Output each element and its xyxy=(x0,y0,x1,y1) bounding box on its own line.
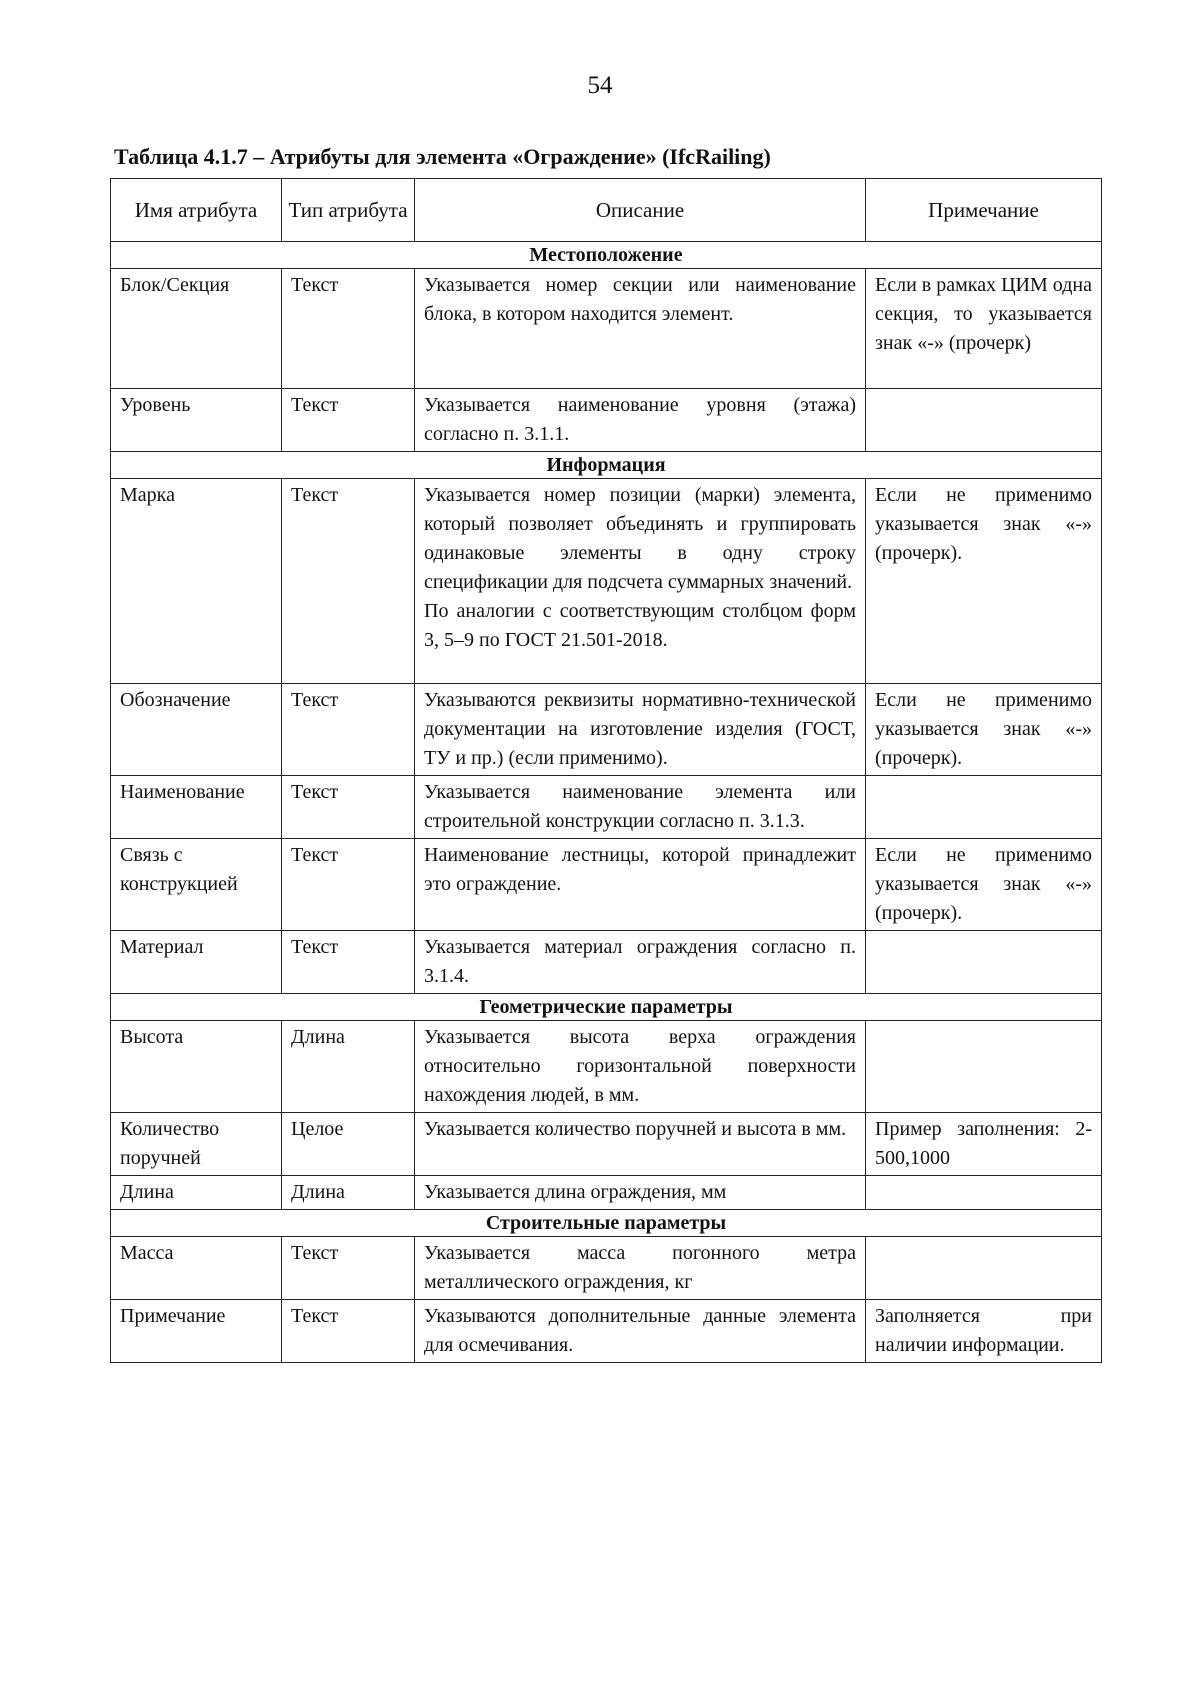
attr-name: Высота xyxy=(111,1021,282,1113)
attributes-table xyxy=(110,178,1102,1363)
attr-description: Указывается масса погонного метра металлического ограждения, кг xyxy=(415,1237,866,1300)
table-row xyxy=(111,839,1102,931)
attr-description: Указывается длина ограждения, мм xyxy=(415,1176,866,1210)
section-row xyxy=(111,452,1102,479)
attr-type: Текст xyxy=(282,931,415,994)
attr-note: Если не применимо указывается знак «-» (прочерк). xyxy=(866,839,1102,931)
attr-note xyxy=(866,1021,1102,1113)
table-row xyxy=(111,1300,1102,1363)
attr-description: Указывается материал ограждения согласно п. 3.1.4. xyxy=(415,931,866,994)
table-row xyxy=(111,776,1102,839)
attr-name: Материал xyxy=(111,931,282,994)
section-row xyxy=(111,1210,1102,1237)
section-title: Геометрические параметры xyxy=(111,994,1102,1021)
attr-type: Текст xyxy=(282,684,415,776)
attr-description: Указывается наименование уровня (этажа) согласно п. 3.1.1. xyxy=(415,389,866,452)
attr-name: Наименование xyxy=(111,776,282,839)
page-number: 54 xyxy=(587,72,613,99)
attr-note: Заполняется при наличии информации. xyxy=(866,1300,1102,1363)
attr-type: Текст xyxy=(282,389,415,452)
table-caption: Таблица 4.1.7 – Атрибуты для элемента «Ограждение» (IfcRailing) xyxy=(114,144,771,169)
header-description: Описание xyxy=(415,179,866,242)
attr-description-text: Указывается номер позиции (марки) элемента, который позволяет объединять и группировать одинаковые элементы в одну строку спецификации для подсчета суммарных значений. xyxy=(424,484,856,593)
section-row xyxy=(111,242,1102,269)
attr-description: Указываются дополнительные данные элемента для осмечивания. xyxy=(415,1300,866,1363)
attr-note xyxy=(866,389,1102,452)
attr-name: Уровень xyxy=(111,389,282,452)
table-row xyxy=(111,1237,1102,1300)
header-row xyxy=(111,179,1102,242)
attr-note xyxy=(866,1176,1102,1210)
attr-name: Масса xyxy=(111,1237,282,1300)
table-row xyxy=(111,684,1102,776)
table-row xyxy=(111,1176,1102,1210)
attr-type: Целое xyxy=(282,1113,415,1176)
attr-description-text: По аналогии с соответствующим столбцом форм 3, 5–9 по ГОСТ 21.501-2018. xyxy=(424,600,856,651)
section-row xyxy=(111,994,1102,1021)
attr-description: Указывается количество поручней и высота в мм. xyxy=(415,1113,866,1176)
attr-name: Обозначение xyxy=(111,684,282,776)
attr-description xyxy=(415,479,866,684)
attr-note xyxy=(866,776,1102,839)
attr-note xyxy=(866,931,1102,994)
attr-description: Указываются реквизиты нормативно-технической документации на изготовление изделия (ГОСТ, ТУ и пр.) (если применимо). xyxy=(415,684,866,776)
attr-description: Указывается наименование элемента или строительной конструкции согласно п. 3.1.3. xyxy=(415,776,866,839)
table-row xyxy=(111,1021,1102,1113)
attr-name: Связь с конструкцией xyxy=(111,839,282,931)
table-row xyxy=(111,479,1102,684)
attr-note: Если не применимо указывается знак «-» (прочерк). xyxy=(866,684,1102,776)
header-name: Имя атрибута xyxy=(111,179,282,242)
attr-name: Марка xyxy=(111,479,282,684)
table-row xyxy=(111,931,1102,994)
attr-type: Длина xyxy=(282,1176,415,1210)
attr-type: Текст xyxy=(282,479,415,684)
attr-note: Если в рамках ЦИМ одна секция, то указывается знак «-» (прочерк) xyxy=(866,269,1102,389)
attr-note: Если не применимо указывается знак «-» (прочерк). xyxy=(866,479,1102,684)
attr-name: Количество поручней xyxy=(111,1113,282,1176)
attr-type: Текст xyxy=(282,776,415,839)
section-title: Строительные параметры xyxy=(111,1210,1102,1237)
attr-name: Длина xyxy=(111,1176,282,1210)
header-type: Тип атрибута xyxy=(282,179,415,242)
table-row xyxy=(111,1113,1102,1176)
attr-note: Пример заполнения: 2-500,1000 xyxy=(866,1113,1102,1176)
attr-name: Примечание xyxy=(111,1300,282,1363)
attr-note xyxy=(866,1237,1102,1300)
header-note: Примечание xyxy=(866,179,1102,242)
attr-description: Наименование лестницы, которой принадлежит это ограждение. xyxy=(415,839,866,931)
attr-description: Указывается номер секции или наименование блока, в котором находится элемент. xyxy=(415,269,866,389)
attr-type: Текст xyxy=(282,839,415,931)
attr-description: Указывается высота верха ограждения относительно горизонтальной поверхности нахождения людей, в мм. xyxy=(415,1021,866,1113)
attr-type: Текст xyxy=(282,1237,415,1300)
attr-type: Текст xyxy=(282,269,415,389)
attr-type: Текст xyxy=(282,1300,415,1363)
attr-name: Блок/Секция xyxy=(111,269,282,389)
section-title: Информация xyxy=(111,452,1102,479)
section-title: Местоположение xyxy=(111,242,1102,269)
table-row xyxy=(111,389,1102,452)
attr-type: Длина xyxy=(282,1021,415,1113)
table-row xyxy=(111,269,1102,389)
